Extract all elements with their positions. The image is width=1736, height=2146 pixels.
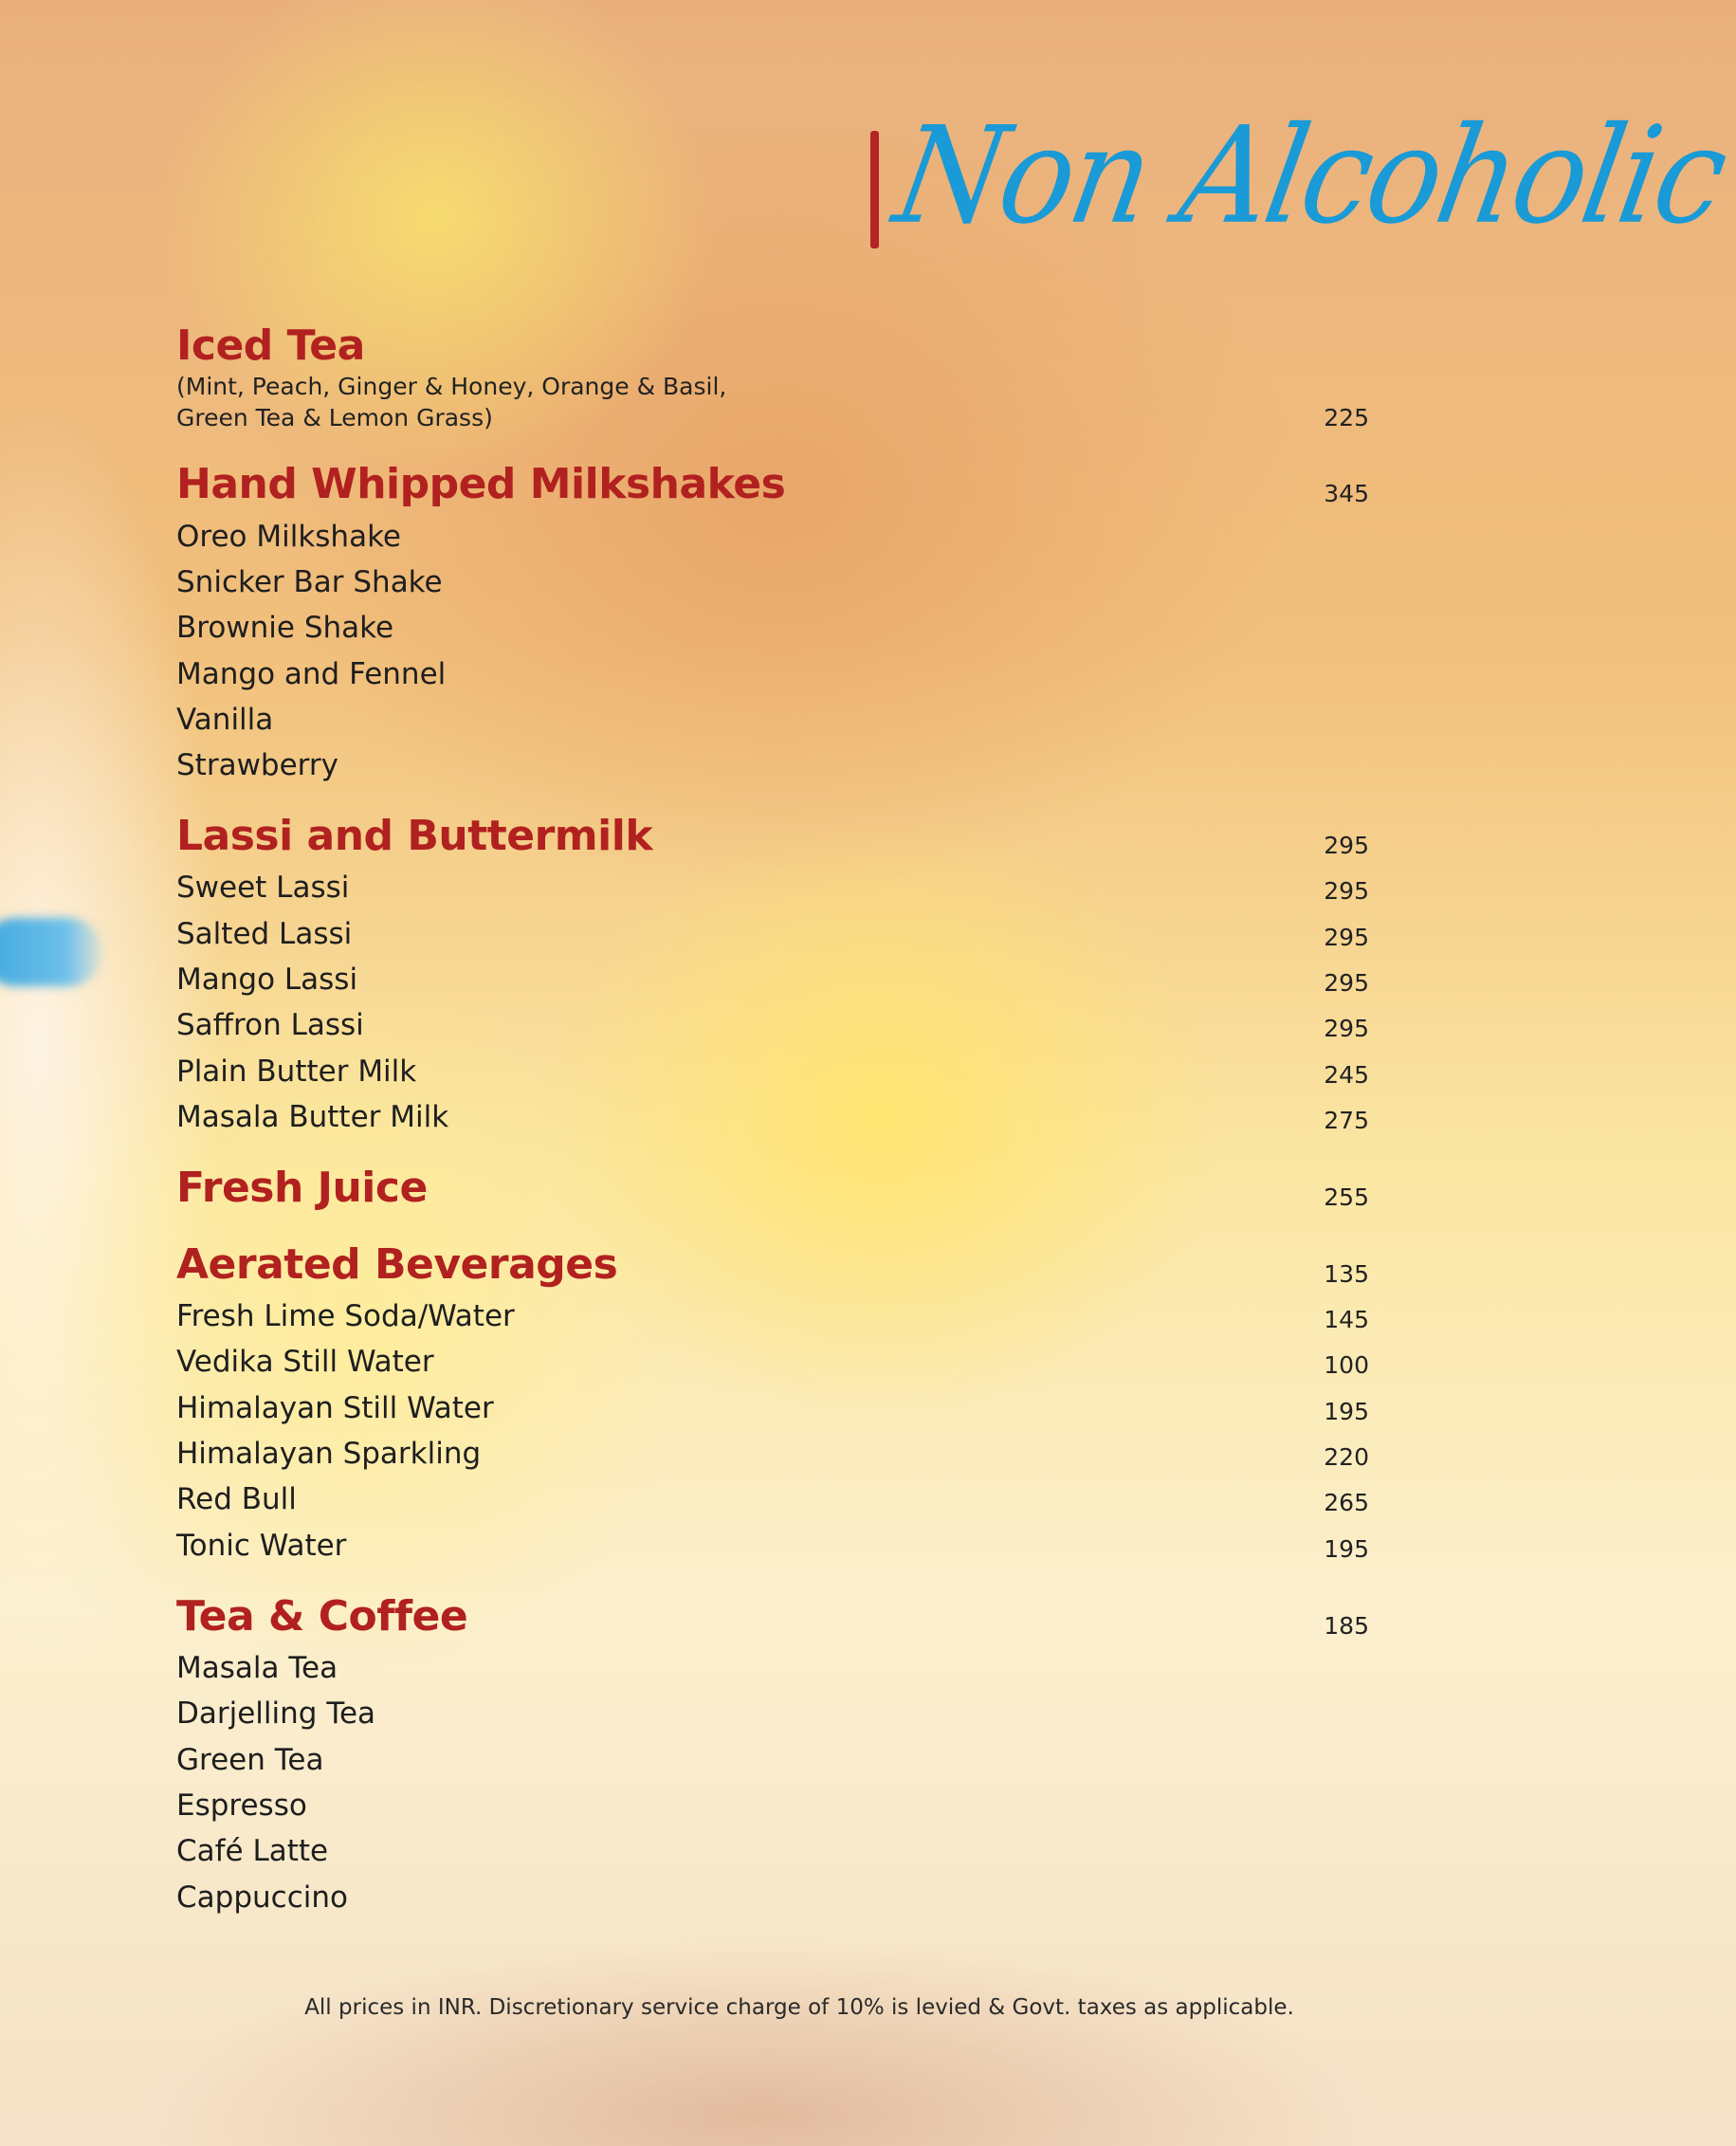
section-heading-lassi: Lassi and Buttermilk [176, 812, 653, 860]
menu-item: Mango Lassi [176, 963, 358, 997]
menu-item: Cappuccino [176, 1880, 348, 1915]
menu-item: Strawberry [176, 748, 338, 782]
section-heading-tea-coffee: Tea & Coffee [176, 1592, 468, 1641]
menu-item: Plain Butter Milk [176, 1055, 417, 1089]
menu-item: Oreo Milkshake [176, 520, 401, 554]
iced-tea-description-line-1: (Mint, Peach, Ginger & Honey, Orange & Basil, [176, 373, 727, 400]
menu-item: Saffron Lassi [176, 1008, 364, 1042]
section-heading-iced-tea: Iced Tea [176, 321, 365, 370]
menu-item-price: 295 [1324, 1015, 1369, 1042]
menu-item: Himalayan Sparkling [176, 1437, 482, 1471]
menu-item-price: 195 [1324, 1398, 1369, 1425]
menu-item-price: 245 [1324, 1061, 1369, 1089]
menu-item: Salted Lassi [176, 917, 353, 951]
menu-item: Masala Butter Milk [176, 1100, 449, 1134]
menu-item: Snicker Bar Shake [176, 565, 443, 599]
menu-item: Vedika Still Water [176, 1345, 434, 1379]
menu-item-price: 295 [1324, 924, 1369, 951]
menu-item: Brownie Shake [176, 611, 394, 645]
page-title: Non Alcoholic [885, 98, 1736, 254]
menu-item: Tonic Water [176, 1529, 347, 1563]
menu-item-price: 295 [1324, 877, 1369, 905]
menu-item-price: 275 [1324, 1107, 1369, 1134]
menu-item: Masala Tea [176, 1651, 338, 1685]
menu-item: Vanilla [176, 703, 274, 737]
menu-item-price: 295 [1324, 969, 1369, 997]
section-heading-aerated: Aerated Beverages [176, 1240, 618, 1289]
menu-item-price: 100 [1324, 1351, 1369, 1379]
aerated-price: 135 [1324, 1260, 1369, 1288]
section-heading-milkshakes: Hand Whipped Milkshakes [176, 460, 786, 508]
menu-item: Café Latte [176, 1834, 329, 1868]
menu-item: Fresh Lime Soda/Water [176, 1299, 515, 1333]
menu-item-price: 265 [1324, 1489, 1369, 1516]
menu-item-price: 145 [1324, 1306, 1369, 1333]
footer-note: All prices in INR. Discretionary service charge of 10% is levied & Govt. taxes as applicable. [304, 1995, 1294, 2020]
menu-list [176, 0, 1369, 2146]
fresh-juice-price: 255 [1324, 1183, 1369, 1211]
menu-item: Sweet Lassi [176, 871, 350, 905]
menu-item: Himalayan Still Water [176, 1391, 494, 1425]
blue-decoration [0, 918, 102, 986]
lassi-price: 295 [1324, 832, 1369, 859]
tea-coffee-price: 185 [1324, 1612, 1369, 1640]
menu-item-price: 220 [1324, 1443, 1369, 1471]
menu-item-price: 195 [1324, 1535, 1369, 1563]
menu-item: Darjelling Tea [176, 1697, 376, 1731]
iced-tea-description-line-2: Green Tea & Lemon Grass) [176, 404, 493, 431]
iced-tea-price: 225 [1324, 404, 1369, 431]
menu-item: Espresso [176, 1788, 307, 1823]
menu-item: Red Bull [176, 1482, 297, 1516]
menu-item: Mango and Fennel [176, 657, 447, 691]
menu-item: Green Tea [176, 1743, 324, 1777]
section-heading-fresh-juice: Fresh Juice [176, 1164, 428, 1212]
milkshakes-price: 345 [1324, 480, 1369, 507]
